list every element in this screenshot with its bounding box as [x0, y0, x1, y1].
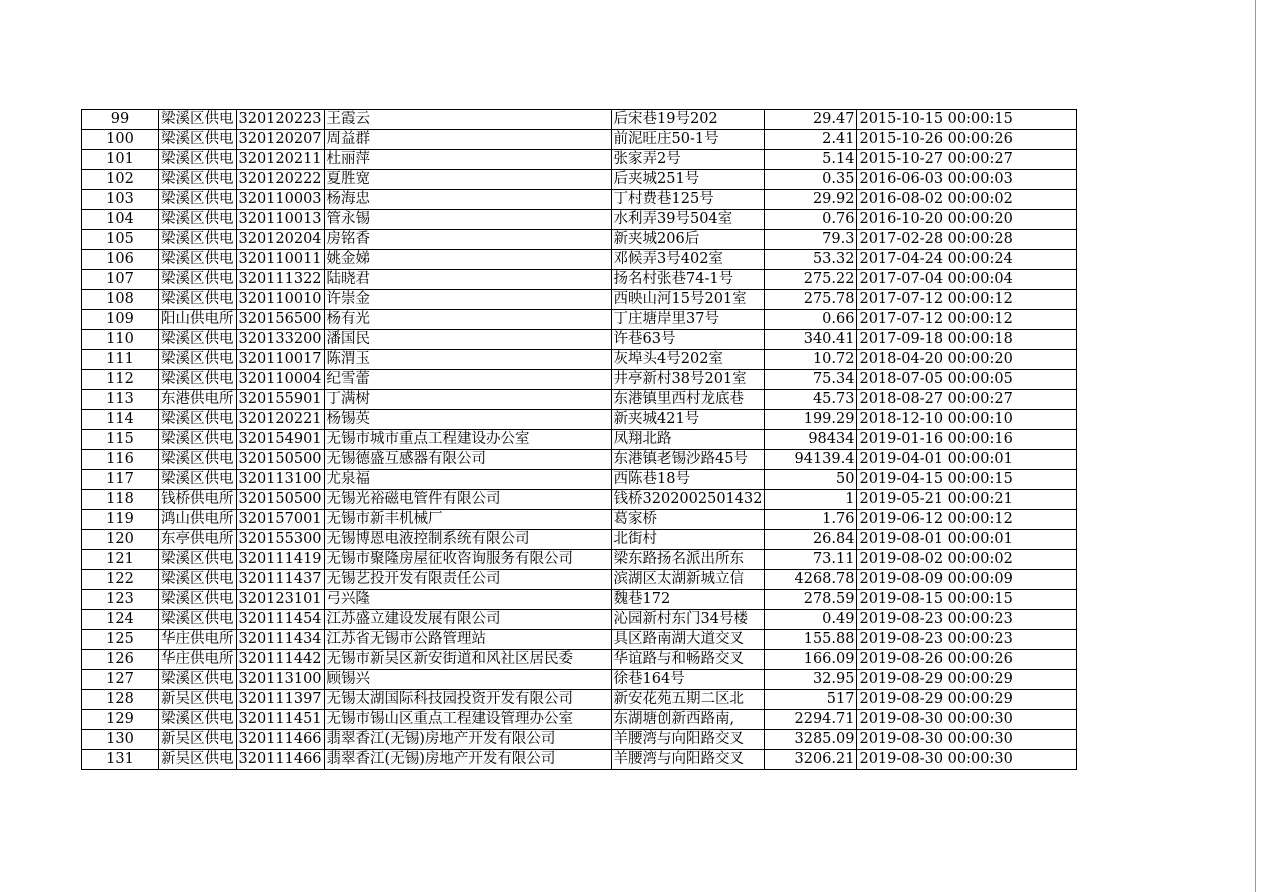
- datetime-cell: 2019-04-01 00:00:01: [857, 450, 1077, 470]
- account-code-cell: 320133200: [236, 330, 324, 350]
- supply-unit-cell: 梁溪区供电: [159, 190, 237, 210]
- account-code-cell: 320110013: [236, 210, 324, 230]
- customer-name-cell: 无锡市锡山区重点工程建设管理办公室: [324, 710, 611, 730]
- row-number-cell: 114: [82, 410, 159, 430]
- address-cell: 后宋巷19号202: [611, 110, 765, 130]
- table-row: [82, 550, 1077, 570]
- datetime-cell: 2019-08-29 00:00:29: [857, 670, 1077, 690]
- supply-unit-cell: 梁溪区供电: [159, 130, 237, 150]
- amount-cell: 10.72: [765, 350, 857, 370]
- row-number-cell: 130: [82, 730, 159, 750]
- supply-unit-cell: 梁溪区供电: [159, 170, 237, 190]
- row-number-cell: 129: [82, 710, 159, 730]
- account-code-cell: 320120221: [236, 410, 324, 430]
- amount-cell: 0.76: [765, 210, 857, 230]
- customer-name-cell: 翡翠香江(无锡)房地产开发有限公司: [324, 750, 611, 770]
- row-number-cell: 125: [82, 630, 159, 650]
- account-code-cell: 320110004: [236, 370, 324, 390]
- amount-cell: 98434: [765, 430, 857, 450]
- row-number-cell: 106: [82, 250, 159, 270]
- customer-name-cell: 许崇金: [324, 290, 611, 310]
- supply-unit-cell: 新吴区供电: [159, 730, 237, 750]
- customer-name-cell: 翡翠香江(无锡)房地产开发有限公司: [324, 730, 611, 750]
- table-row: [82, 330, 1077, 350]
- row-number-cell: 115: [82, 430, 159, 450]
- account-code-cell: 320110017: [236, 350, 324, 370]
- supply-unit-cell: 新吴区供电: [159, 750, 237, 770]
- account-code-cell: 320111466: [236, 730, 324, 750]
- supply-unit-cell: 梁溪区供电: [159, 430, 237, 450]
- table-row: [82, 390, 1077, 410]
- amount-cell: 53.32: [765, 250, 857, 270]
- supply-unit-cell: 梁溪区供电: [159, 230, 237, 250]
- datetime-cell: 2019-08-02 00:00:02: [857, 550, 1077, 570]
- address-cell: 沁园新村东门34号楼: [611, 610, 765, 630]
- account-code-cell: 320120204: [236, 230, 324, 250]
- address-cell: 葛家桥: [611, 510, 765, 530]
- datetime-cell: 2019-08-26 00:00:26: [857, 650, 1077, 670]
- account-code-cell: 320111437: [236, 570, 324, 590]
- address-cell: 东湖塘创新西路南,: [611, 710, 765, 730]
- address-cell: 徐巷164号: [611, 670, 765, 690]
- address-cell: 灰埠头4号202室: [611, 350, 765, 370]
- datetime-cell: 2019-08-15 00:00:15: [857, 590, 1077, 610]
- customer-name-cell: 尤泉福: [324, 470, 611, 490]
- address-cell: 前泥旺庄50-1号: [611, 130, 765, 150]
- datetime-cell: 2017-07-12 00:00:12: [857, 310, 1077, 330]
- address-cell: 邓候弄3号402室: [611, 250, 765, 270]
- amount-cell: 1.76: [765, 510, 857, 530]
- datetime-cell: 2019-08-30 00:00:30: [857, 730, 1077, 750]
- address-cell: 羊腰湾与向阳路交叉: [611, 750, 765, 770]
- datetime-cell: 2016-06-03 00:00:03: [857, 170, 1077, 190]
- datetime-cell: 2016-08-02 00:00:02: [857, 190, 1077, 210]
- datetime-cell: 2019-08-30 00:00:30: [857, 710, 1077, 730]
- datetime-cell: 2018-12-10 00:00:10: [857, 410, 1077, 430]
- address-cell: 羊腰湾与向阳路交叉: [611, 730, 765, 750]
- customer-name-cell: 弓兴隆: [324, 590, 611, 610]
- datetime-cell: 2019-08-23 00:00:23: [857, 610, 1077, 630]
- datetime-cell: 2019-08-09 00:00:09: [857, 570, 1077, 590]
- supply-unit-cell: 新吴区供电: [159, 690, 237, 710]
- amount-cell: 0.49: [765, 610, 857, 630]
- row-number-cell: 100: [82, 130, 159, 150]
- supply-unit-cell: 梁溪区供电: [159, 470, 237, 490]
- account-code-cell: 320111419: [236, 550, 324, 570]
- supply-unit-cell: 梁溪区供电: [159, 370, 237, 390]
- account-code-cell: 320111454: [236, 610, 324, 630]
- table-row: [82, 130, 1077, 150]
- amount-cell: 2.41: [765, 130, 857, 150]
- supply-unit-cell: 梁溪区供电: [159, 670, 237, 690]
- datetime-cell: 2019-06-12 00:00:12: [857, 510, 1077, 530]
- row-number-cell: 107: [82, 270, 159, 290]
- supply-unit-cell: 阳山供电所: [159, 310, 237, 330]
- supply-unit-cell: 梁溪区供电: [159, 570, 237, 590]
- address-cell: 丁村费巷125号: [611, 190, 765, 210]
- row-number-cell: 121: [82, 550, 159, 570]
- customer-name-cell: 丁满树: [324, 390, 611, 410]
- amount-cell: 94139.4: [765, 450, 857, 470]
- customer-name-cell: 无锡光裕磁电管件有限公司: [324, 490, 611, 510]
- address-cell: 新安花苑五期二区北: [611, 690, 765, 710]
- supply-unit-cell: 梁溪区供电: [159, 330, 237, 350]
- account-code-cell: 320120222: [236, 170, 324, 190]
- datetime-cell: 2015-10-27 00:00:27: [857, 150, 1077, 170]
- datetime-cell: 2019-08-23 00:00:23: [857, 630, 1077, 650]
- table-row: [82, 150, 1077, 170]
- supply-unit-cell: 梁溪区供电: [159, 710, 237, 730]
- address-cell: 北街村: [611, 530, 765, 550]
- customer-name-cell: 无锡德盛互感器有限公司: [324, 450, 611, 470]
- account-code-cell: 320155300: [236, 530, 324, 550]
- account-code-cell: 320157001: [236, 510, 324, 530]
- address-cell: 许巷63号: [611, 330, 765, 350]
- customer-name-cell: 陈渭玉: [324, 350, 611, 370]
- supply-unit-cell: 梁溪区供电: [159, 450, 237, 470]
- row-number-cell: 128: [82, 690, 159, 710]
- account-code-cell: 320155901: [236, 390, 324, 410]
- customer-name-cell: 无锡市新吴区新安街道和风社区居民委: [324, 650, 611, 670]
- table-row: [82, 110, 1077, 130]
- row-number-cell: 120: [82, 530, 159, 550]
- supply-unit-cell: 梁溪区供电: [159, 150, 237, 170]
- address-cell: 新夹城206后: [611, 230, 765, 250]
- address-cell: 井亭新村38号201室: [611, 370, 765, 390]
- datetime-cell: 2017-07-12 00:00:12: [857, 290, 1077, 310]
- address-cell: 梁东路扬名派出所东: [611, 550, 765, 570]
- table-row: [82, 410, 1077, 430]
- datetime-cell: 2015-10-26 00:00:26: [857, 130, 1077, 150]
- supply-unit-cell: 梁溪区供电: [159, 290, 237, 310]
- amount-cell: 79.3: [765, 230, 857, 250]
- amount-cell: 1: [765, 490, 857, 510]
- address-cell: 华谊路与和畅路交叉: [611, 650, 765, 670]
- account-code-cell: 320110011: [236, 250, 324, 270]
- customer-name-cell: 王霞云: [324, 110, 611, 130]
- customer-name-cell: 无锡市聚隆房屋征收咨询服务有限公司: [324, 550, 611, 570]
- amount-cell: 3206.21: [765, 750, 857, 770]
- table-row: [82, 210, 1077, 230]
- row-number-cell: 117: [82, 470, 159, 490]
- records-table: [81, 109, 1077, 770]
- amount-cell: 50: [765, 470, 857, 490]
- records-body: [82, 110, 1077, 770]
- table-row: [82, 190, 1077, 210]
- table-row: [82, 730, 1077, 750]
- table-row: [82, 370, 1077, 390]
- supply-unit-cell: 华庄供电所: [159, 630, 237, 650]
- amount-cell: 26.84: [765, 530, 857, 550]
- customer-name-cell: 管永锡: [324, 210, 611, 230]
- page-right-edge: [1255, 0, 1256, 892]
- table-row: [82, 170, 1077, 190]
- row-number-cell: 126: [82, 650, 159, 670]
- supply-unit-cell: 梁溪区供电: [159, 110, 237, 130]
- table-row: [82, 230, 1077, 250]
- amount-cell: 75.34: [765, 370, 857, 390]
- table-row: [82, 630, 1077, 650]
- supply-unit-cell: 梁溪区供电: [159, 210, 237, 230]
- datetime-cell: 2019-08-01 00:00:01: [857, 530, 1077, 550]
- address-cell: 魏巷172: [611, 590, 765, 610]
- datetime-cell: 2017-07-04 00:00:04: [857, 270, 1077, 290]
- row-number-cell: 102: [82, 170, 159, 190]
- account-code-cell: 320150500: [236, 490, 324, 510]
- row-number-cell: 111: [82, 350, 159, 370]
- table-row: [82, 670, 1077, 690]
- customer-name-cell: 无锡博恩电液控制系统有限公司: [324, 530, 611, 550]
- amount-cell: 0.35: [765, 170, 857, 190]
- address-cell: 东港镇老锡沙路45号: [611, 450, 765, 470]
- supply-unit-cell: 东亭供电所: [159, 530, 237, 550]
- amount-cell: 275.22: [765, 270, 857, 290]
- row-number-cell: 123: [82, 590, 159, 610]
- account-code-cell: 320113100: [236, 470, 324, 490]
- address-cell: 具区路南湖大道交叉: [611, 630, 765, 650]
- table-row: [82, 270, 1077, 290]
- row-number-cell: 103: [82, 190, 159, 210]
- table-row: [82, 510, 1077, 530]
- supply-unit-cell: 梁溪区供电: [159, 550, 237, 570]
- address-cell: 扬名村张巷74-1号: [611, 270, 765, 290]
- account-code-cell: 320120207: [236, 130, 324, 150]
- row-number-cell: 99: [82, 110, 159, 130]
- address-cell: 张家弄2号: [611, 150, 765, 170]
- datetime-cell: 2018-07-05 00:00:05: [857, 370, 1077, 390]
- row-number-cell: 118: [82, 490, 159, 510]
- address-cell: 滨湖区太湖新城立信: [611, 570, 765, 590]
- row-number-cell: 124: [82, 610, 159, 630]
- table-row: [82, 650, 1077, 670]
- account-code-cell: 320120223: [236, 110, 324, 130]
- supply-unit-cell: 梁溪区供电: [159, 610, 237, 630]
- table-row: [82, 610, 1077, 630]
- customer-name-cell: 姚金娣: [324, 250, 611, 270]
- row-number-cell: 112: [82, 370, 159, 390]
- row-number-cell: 105: [82, 230, 159, 250]
- supply-unit-cell: 钱桥供电所: [159, 490, 237, 510]
- table-row: [82, 710, 1077, 730]
- account-code-cell: 320154901: [236, 430, 324, 450]
- customer-name-cell: 陆晓君: [324, 270, 611, 290]
- datetime-cell: 2018-04-20 00:00:20: [857, 350, 1077, 370]
- amount-cell: 32.95: [765, 670, 857, 690]
- supply-unit-cell: 梁溪区供电: [159, 270, 237, 290]
- amount-cell: 45.73: [765, 390, 857, 410]
- datetime-cell: 2019-05-21 00:00:21: [857, 490, 1077, 510]
- address-cell: 凤翔北路: [611, 430, 765, 450]
- datetime-cell: 2019-04-15 00:00:15: [857, 470, 1077, 490]
- customer-name-cell: 无锡艺投开发有限责任公司: [324, 570, 611, 590]
- table-row: [82, 290, 1077, 310]
- address-cell: 丁庄塘岸里37号: [611, 310, 765, 330]
- address-cell: 新夹城421号: [611, 410, 765, 430]
- row-number-cell: 116: [82, 450, 159, 470]
- datetime-cell: 2017-04-24 00:00:24: [857, 250, 1077, 270]
- address-cell: 钱桥3202002501432: [611, 490, 765, 510]
- supply-unit-cell: 梁溪区供电: [159, 590, 237, 610]
- customer-name-cell: 杨有光: [324, 310, 611, 330]
- datetime-cell: 2017-09-18 00:00:18: [857, 330, 1077, 350]
- customer-name-cell: 夏胜宽: [324, 170, 611, 190]
- table-row: [82, 690, 1077, 710]
- customer-name-cell: 顾锡兴: [324, 670, 611, 690]
- supply-unit-cell: 华庄供电所: [159, 650, 237, 670]
- amount-cell: 340.41: [765, 330, 857, 350]
- row-number-cell: 131: [82, 750, 159, 770]
- customer-name-cell: 潘国民: [324, 330, 611, 350]
- customer-name-cell: 无锡市新丰机械厂: [324, 510, 611, 530]
- datetime-cell: 2019-08-29 00:00:29: [857, 690, 1077, 710]
- datetime-cell: 2016-10-20 00:00:20: [857, 210, 1077, 230]
- address-cell: 西映山河15号201室: [611, 290, 765, 310]
- customer-name-cell: 无锡市城市重点工程建设办公室: [324, 430, 611, 450]
- datetime-cell: 2018-08-27 00:00:27: [857, 390, 1077, 410]
- datetime-cell: 2019-08-30 00:00:30: [857, 750, 1077, 770]
- row-number-cell: 110: [82, 330, 159, 350]
- account-code-cell: 320111434: [236, 630, 324, 650]
- account-code-cell: 320110003: [236, 190, 324, 210]
- amount-cell: 2294.71: [765, 710, 857, 730]
- row-number-cell: 104: [82, 210, 159, 230]
- address-cell: 东港镇里西村龙底巷: [611, 390, 765, 410]
- address-cell: 后夹城251号: [611, 170, 765, 190]
- account-code-cell: 320150500: [236, 450, 324, 470]
- amount-cell: 73.11: [765, 550, 857, 570]
- supply-unit-cell: 梁溪区供电: [159, 410, 237, 430]
- table-row: [82, 750, 1077, 770]
- supply-unit-cell: 鸿山供电所: [159, 510, 237, 530]
- customer-name-cell: 杨锡英: [324, 410, 611, 430]
- customer-name-cell: 杨海忠: [324, 190, 611, 210]
- customer-name-cell: 纪雪蕾: [324, 370, 611, 390]
- row-number-cell: 122: [82, 570, 159, 590]
- amount-cell: 0.66: [765, 310, 857, 330]
- supply-unit-cell: 梁溪区供电: [159, 350, 237, 370]
- table-row: [82, 310, 1077, 330]
- account-code-cell: 320120211: [236, 150, 324, 170]
- table-row: [82, 570, 1077, 590]
- amount-cell: 29.92: [765, 190, 857, 210]
- amount-cell: 517: [765, 690, 857, 710]
- table-row: [82, 470, 1077, 490]
- supply-unit-cell: 东港供电所: [159, 390, 237, 410]
- amount-cell: 275.78: [765, 290, 857, 310]
- amount-cell: 3285.09: [765, 730, 857, 750]
- customer-name-cell: 房铭香: [324, 230, 611, 250]
- customer-name-cell: 江苏省无锡市公路管理站: [324, 630, 611, 650]
- account-code-cell: 320113100: [236, 670, 324, 690]
- customer-name-cell: 无锡太湖国际科技园投资开发有限公司: [324, 690, 611, 710]
- row-number-cell: 109: [82, 310, 159, 330]
- account-code-cell: 320156500: [236, 310, 324, 330]
- table-row: [82, 450, 1077, 470]
- datetime-cell: 2015-10-15 00:00:15: [857, 110, 1077, 130]
- table-row: [82, 350, 1077, 370]
- row-number-cell: 127: [82, 670, 159, 690]
- account-code-cell: 320111397: [236, 690, 324, 710]
- datetime-cell: 2019-01-16 00:00:16: [857, 430, 1077, 450]
- amount-cell: 29.47: [765, 110, 857, 130]
- row-number-cell: 119: [82, 510, 159, 530]
- datetime-cell: 2017-02-28 00:00:28: [857, 230, 1077, 250]
- table-row: [82, 530, 1077, 550]
- table-row: [82, 430, 1077, 450]
- table-row: [82, 590, 1077, 610]
- amount-cell: 278.59: [765, 590, 857, 610]
- amount-cell: 4268.78: [765, 570, 857, 590]
- row-number-cell: 101: [82, 150, 159, 170]
- amount-cell: 166.09: [765, 650, 857, 670]
- supply-unit-cell: 梁溪区供电: [159, 250, 237, 270]
- address-cell: 水利弄39号504室: [611, 210, 765, 230]
- customer-name-cell: 周益群: [324, 130, 611, 150]
- amount-cell: 155.88: [765, 630, 857, 650]
- address-cell: 西陈巷18号: [611, 470, 765, 490]
- account-code-cell: 320111466: [236, 750, 324, 770]
- amount-cell: 5.14: [765, 150, 857, 170]
- account-code-cell: 320111442: [236, 650, 324, 670]
- row-number-cell: 108: [82, 290, 159, 310]
- account-code-cell: 320123101: [236, 590, 324, 610]
- account-code-cell: 320111451: [236, 710, 324, 730]
- customer-name-cell: 江苏盛立建设发展有限公司: [324, 610, 611, 630]
- customer-name-cell: 杜丽萍: [324, 150, 611, 170]
- amount-cell: 199.29: [765, 410, 857, 430]
- table-row: [82, 250, 1077, 270]
- row-number-cell: 113: [82, 390, 159, 410]
- table-row: [82, 490, 1077, 510]
- account-code-cell: 320110010: [236, 290, 324, 310]
- account-code-cell: 320111322: [236, 270, 324, 290]
